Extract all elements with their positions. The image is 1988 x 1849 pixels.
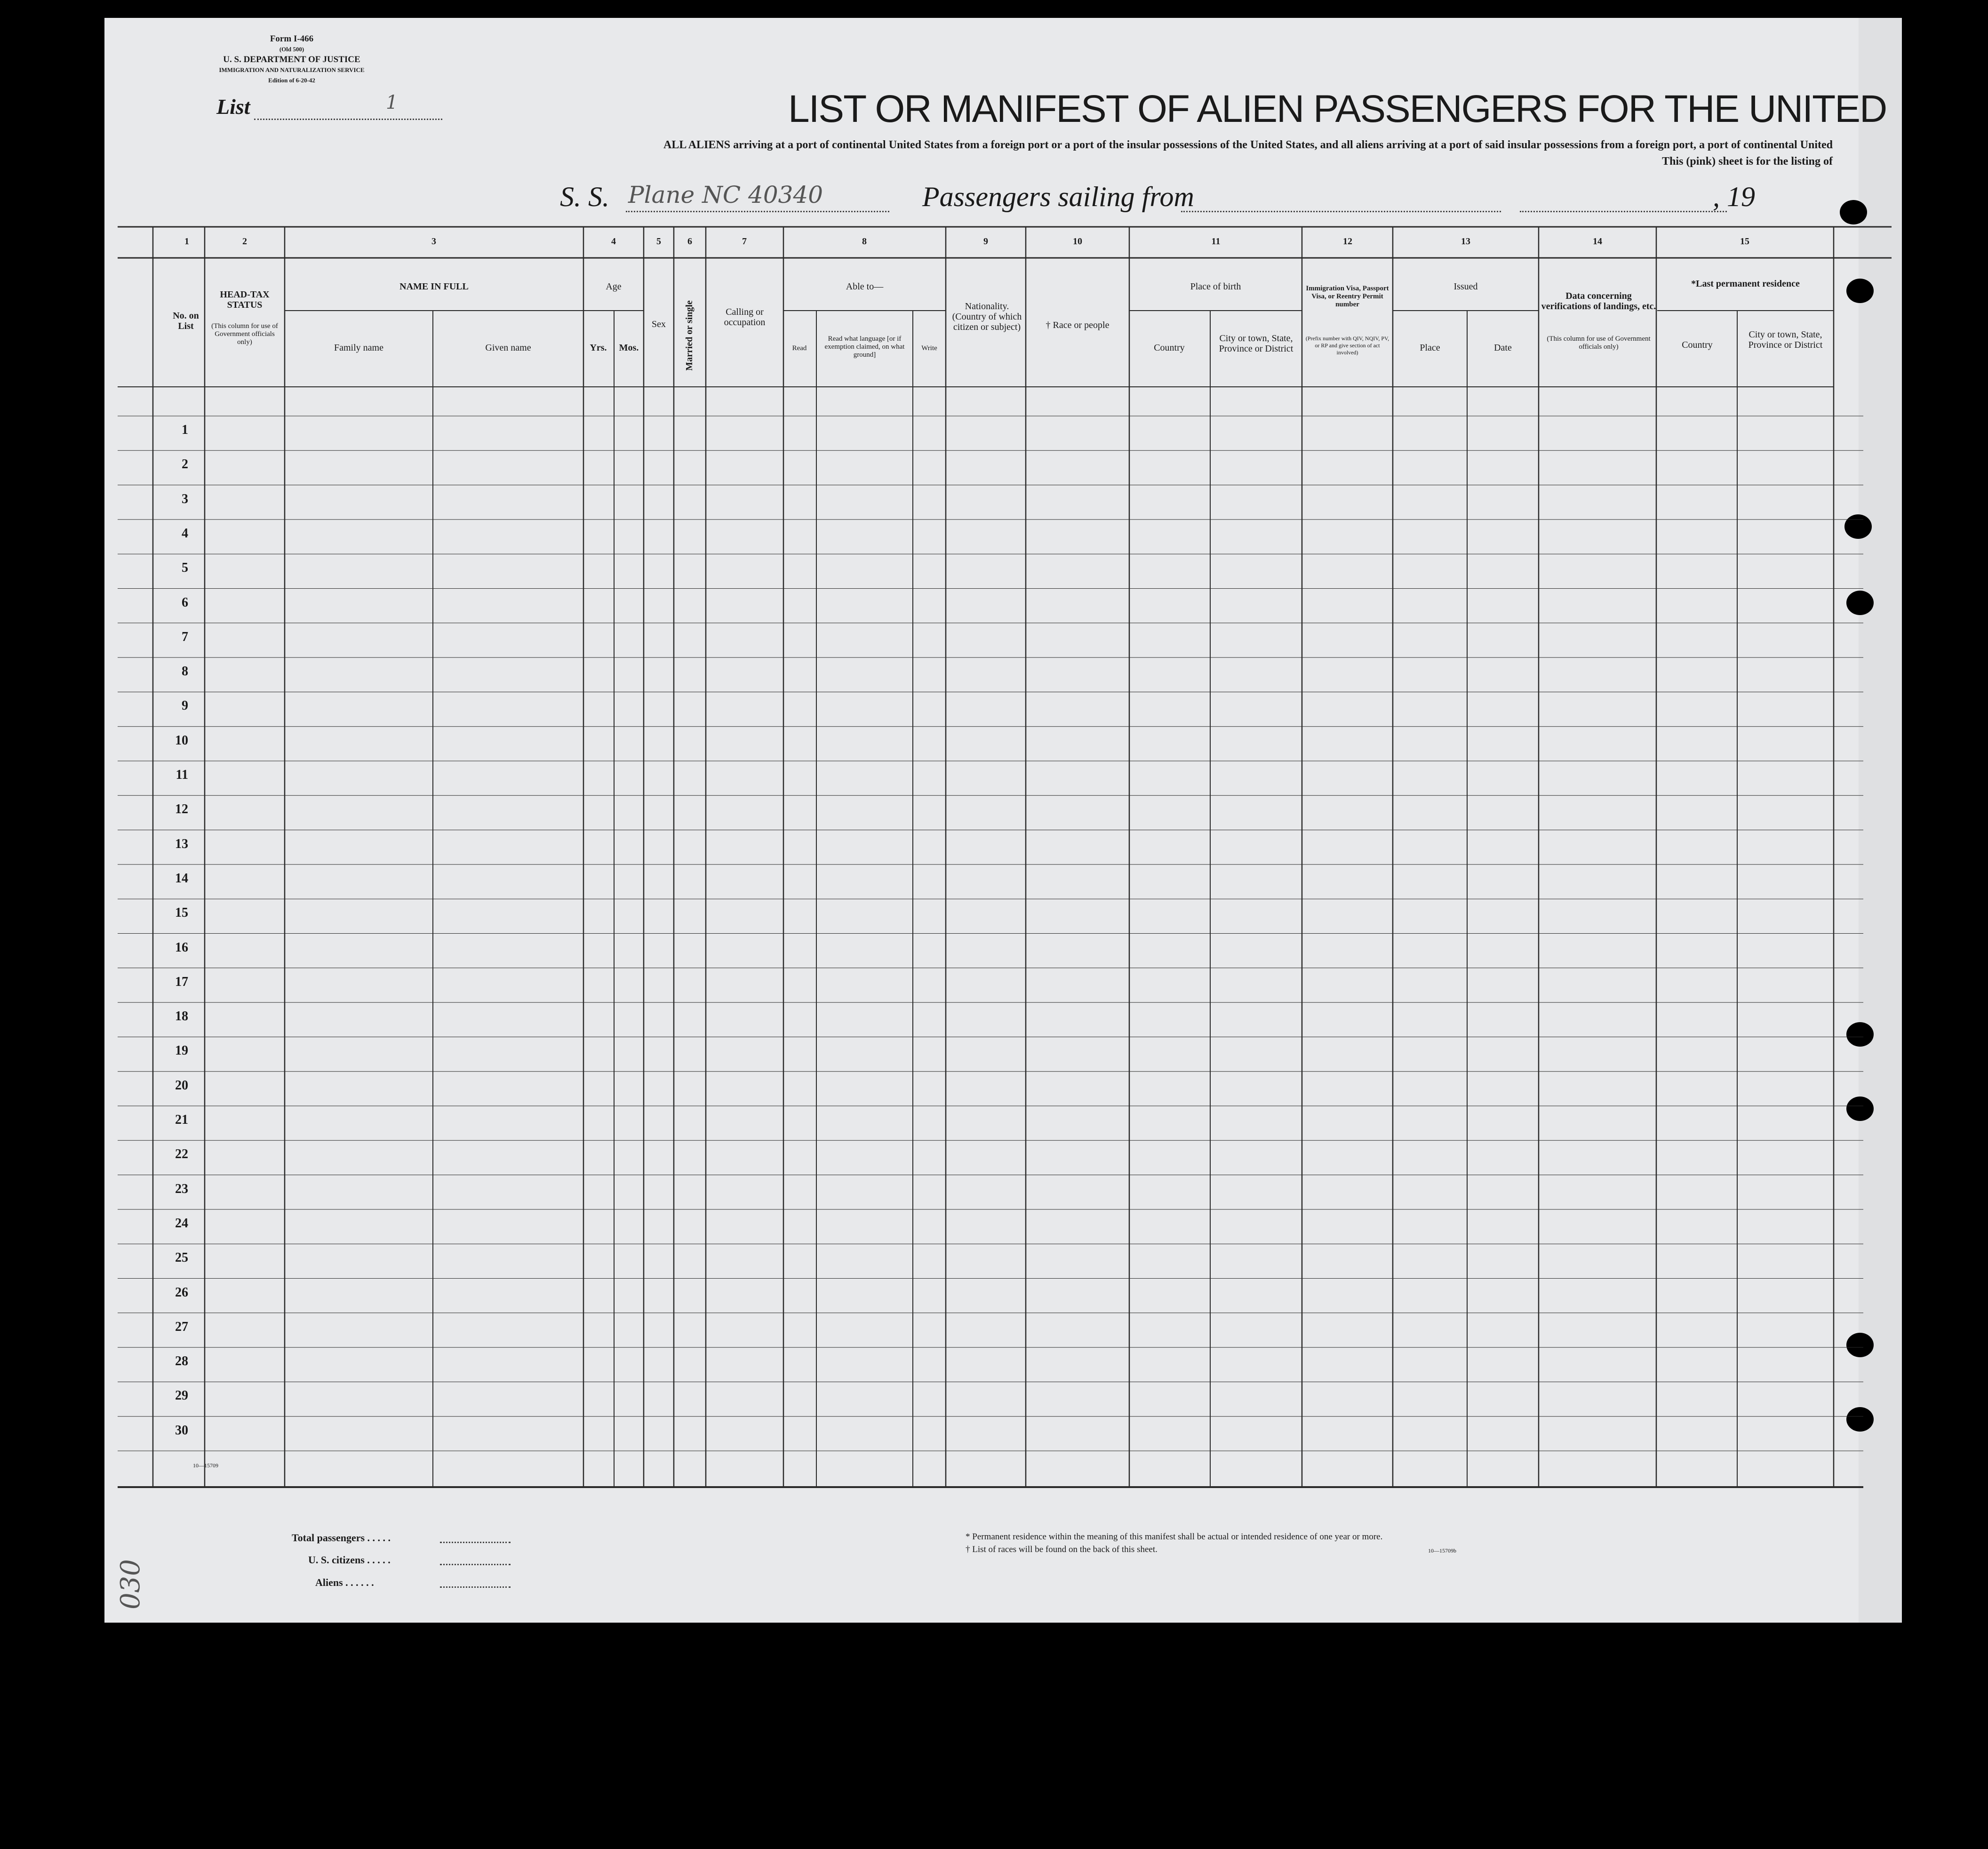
row-number: 13: [175, 836, 188, 851]
column-number: 9: [983, 236, 988, 247]
header-write: Write: [921, 344, 937, 352]
header-yrs: Yrs.: [590, 343, 607, 353]
ss-label: S. S.: [560, 181, 609, 212]
row-number: 27: [175, 1319, 188, 1334]
header-head-tax: HEAD-TAX STATUS: [220, 289, 270, 310]
row-number: 15: [175, 905, 188, 920]
row-number: 29: [175, 1388, 188, 1403]
header-place-of-birth: Place of birth: [1190, 281, 1241, 292]
list-number-value: 1: [386, 92, 398, 113]
header-read-language: Read what language [or if exemption claimed, on what ground]: [824, 335, 905, 359]
header-head-tax-note: (This column for use of Government officials only): [211, 322, 278, 346]
header-data-note: (This column for use of Government officials only): [1547, 335, 1651, 351]
footnote-races: † List of races will be found on the back of this sheet.: [966, 1545, 1158, 1554]
column-number: 14: [1593, 236, 1602, 247]
column-number: 11: [1211, 236, 1221, 247]
us-citizens-label: U. S. citizens . . . . .: [308, 1554, 391, 1566]
header-issued-place: Place: [1420, 343, 1440, 353]
column-number: 15: [1740, 236, 1749, 247]
header-age: Age: [606, 281, 622, 292]
row-number: 5: [182, 560, 188, 576]
row-number: 16: [175, 940, 188, 955]
row-number: 20: [175, 1078, 188, 1093]
old-number: (Old 500): [279, 46, 304, 53]
header-no-on-list: No. on List: [173, 311, 199, 331]
total-passengers-label: Total passengers . . . . .: [292, 1532, 391, 1544]
row-number: 18: [175, 1009, 188, 1024]
row-number: 25: [175, 1250, 188, 1265]
header-res-country: Country: [1682, 340, 1713, 350]
sailing-from-label: Passengers sailing from: [922, 181, 1194, 212]
total-passengers-line: [440, 1542, 511, 1543]
row-number: 8: [182, 664, 188, 679]
header-pob-city: City or town, State, Province or District: [1219, 333, 1293, 354]
header-married: Married or single: [684, 300, 695, 371]
header-data-concerning: Data concerning verifications of landings, etc.: [1541, 291, 1656, 312]
header-visa-note: (Prefix number with QIV, NQIV, PV, or RP and give section of act involved): [1305, 335, 1389, 356]
row-number: 23: [175, 1181, 188, 1196]
header-race: † Race or people: [1046, 320, 1110, 330]
row-number: 28: [175, 1354, 188, 1369]
footnote-code: 10—15709b: [1428, 1547, 1456, 1554]
column-number: 5: [656, 236, 661, 247]
column-number: 3: [431, 236, 436, 247]
header-calling: Calling or occupation: [724, 307, 766, 328]
column-number: 2: [242, 236, 247, 247]
row-number: 10: [175, 733, 188, 748]
header-family-name: Family name: [334, 343, 383, 353]
print-code: 10—15709: [193, 1462, 218, 1469]
instructions-line-1: ALL ALIENS arriving at a port of continental United States from a foreign port or a port of the insular possessions of the United States, and all aliens arriving at a port of said insular possessions from a foreign port, a port of continental United: [663, 139, 1833, 151]
header-last-residence: *Last permanent residence: [1691, 279, 1800, 289]
column-number: 4: [611, 236, 616, 247]
page-title: LIST OR MANIFEST OF ALIEN PASSENGERS FOR THE UNITED: [788, 88, 1887, 130]
header-able-to: Able to—: [846, 281, 884, 292]
row-number: 12: [175, 802, 188, 817]
header-mos: Mos.: [619, 343, 639, 353]
header-read: Read: [792, 344, 807, 352]
form-number: Form I-466: [270, 34, 314, 44]
department: U. S. DEPARTMENT OF JUSTICE: [223, 55, 360, 64]
row-number: 1: [182, 423, 188, 437]
row-number: 4: [182, 526, 188, 541]
row-number: 6: [182, 595, 188, 610]
row-number: 19: [175, 1043, 188, 1058]
row-number: 17: [175, 974, 188, 989]
aliens-label: Aliens . . . . . .: [315, 1577, 374, 1588]
header-res-city: City or town, State, Province or District: [1748, 329, 1823, 350]
row-number: 21: [175, 1113, 188, 1127]
row-number: 2: [182, 457, 188, 472]
row-number: 26: [175, 1285, 188, 1300]
row-number: 7: [182, 629, 188, 644]
column-number: 1: [184, 236, 189, 247]
vessel-name: Plane NC 40340: [628, 181, 823, 208]
footnote-residence: * Permanent residence within the meaning of this manifest shall be actual or intended residence of one year or more.: [966, 1532, 1383, 1542]
row-number: 30: [175, 1423, 188, 1438]
row-number: 14: [175, 871, 188, 886]
row-number: 9: [182, 698, 188, 713]
us-citizens-line: [440, 1564, 511, 1565]
header-issued: Issued: [1453, 281, 1478, 292]
year-label: , 19: [1713, 181, 1755, 212]
row-number: 24: [175, 1216, 188, 1231]
header-given-name: Given name: [485, 343, 531, 353]
header-visa: Immigration Visa, Passport Visa, or Reentry Permit number: [1306, 285, 1389, 308]
column-number: 8: [862, 236, 867, 247]
header-issued-date: Date: [1494, 343, 1512, 353]
row-number: 11: [176, 768, 188, 782]
service-name: IMMIGRATION AND NATURALIZATION SERVICE: [219, 66, 365, 73]
column-number: 7: [742, 236, 747, 247]
archive-stamp: 030: [115, 1559, 146, 1609]
column-number: 13: [1461, 236, 1470, 247]
column-number: 12: [1343, 236, 1352, 247]
list-label: List: [216, 95, 250, 119]
column-number: 10: [1073, 236, 1082, 247]
aliens-line: [440, 1586, 511, 1588]
column-number: 6: [687, 236, 692, 247]
instructions-line-2: This (pink) sheet is for the listing of: [1662, 155, 1833, 168]
header-sex: Sex: [652, 319, 666, 329]
header-pob-country: Country: [1154, 343, 1185, 353]
header-name-in-full: NAME IN FULL: [399, 281, 469, 292]
row-number: 22: [175, 1147, 188, 1162]
edition: Edition of 6-20-42: [268, 77, 315, 84]
header-nationality: Nationality. (Country of which citizen or subject): [952, 301, 1022, 332]
row-number: 3: [182, 491, 188, 506]
